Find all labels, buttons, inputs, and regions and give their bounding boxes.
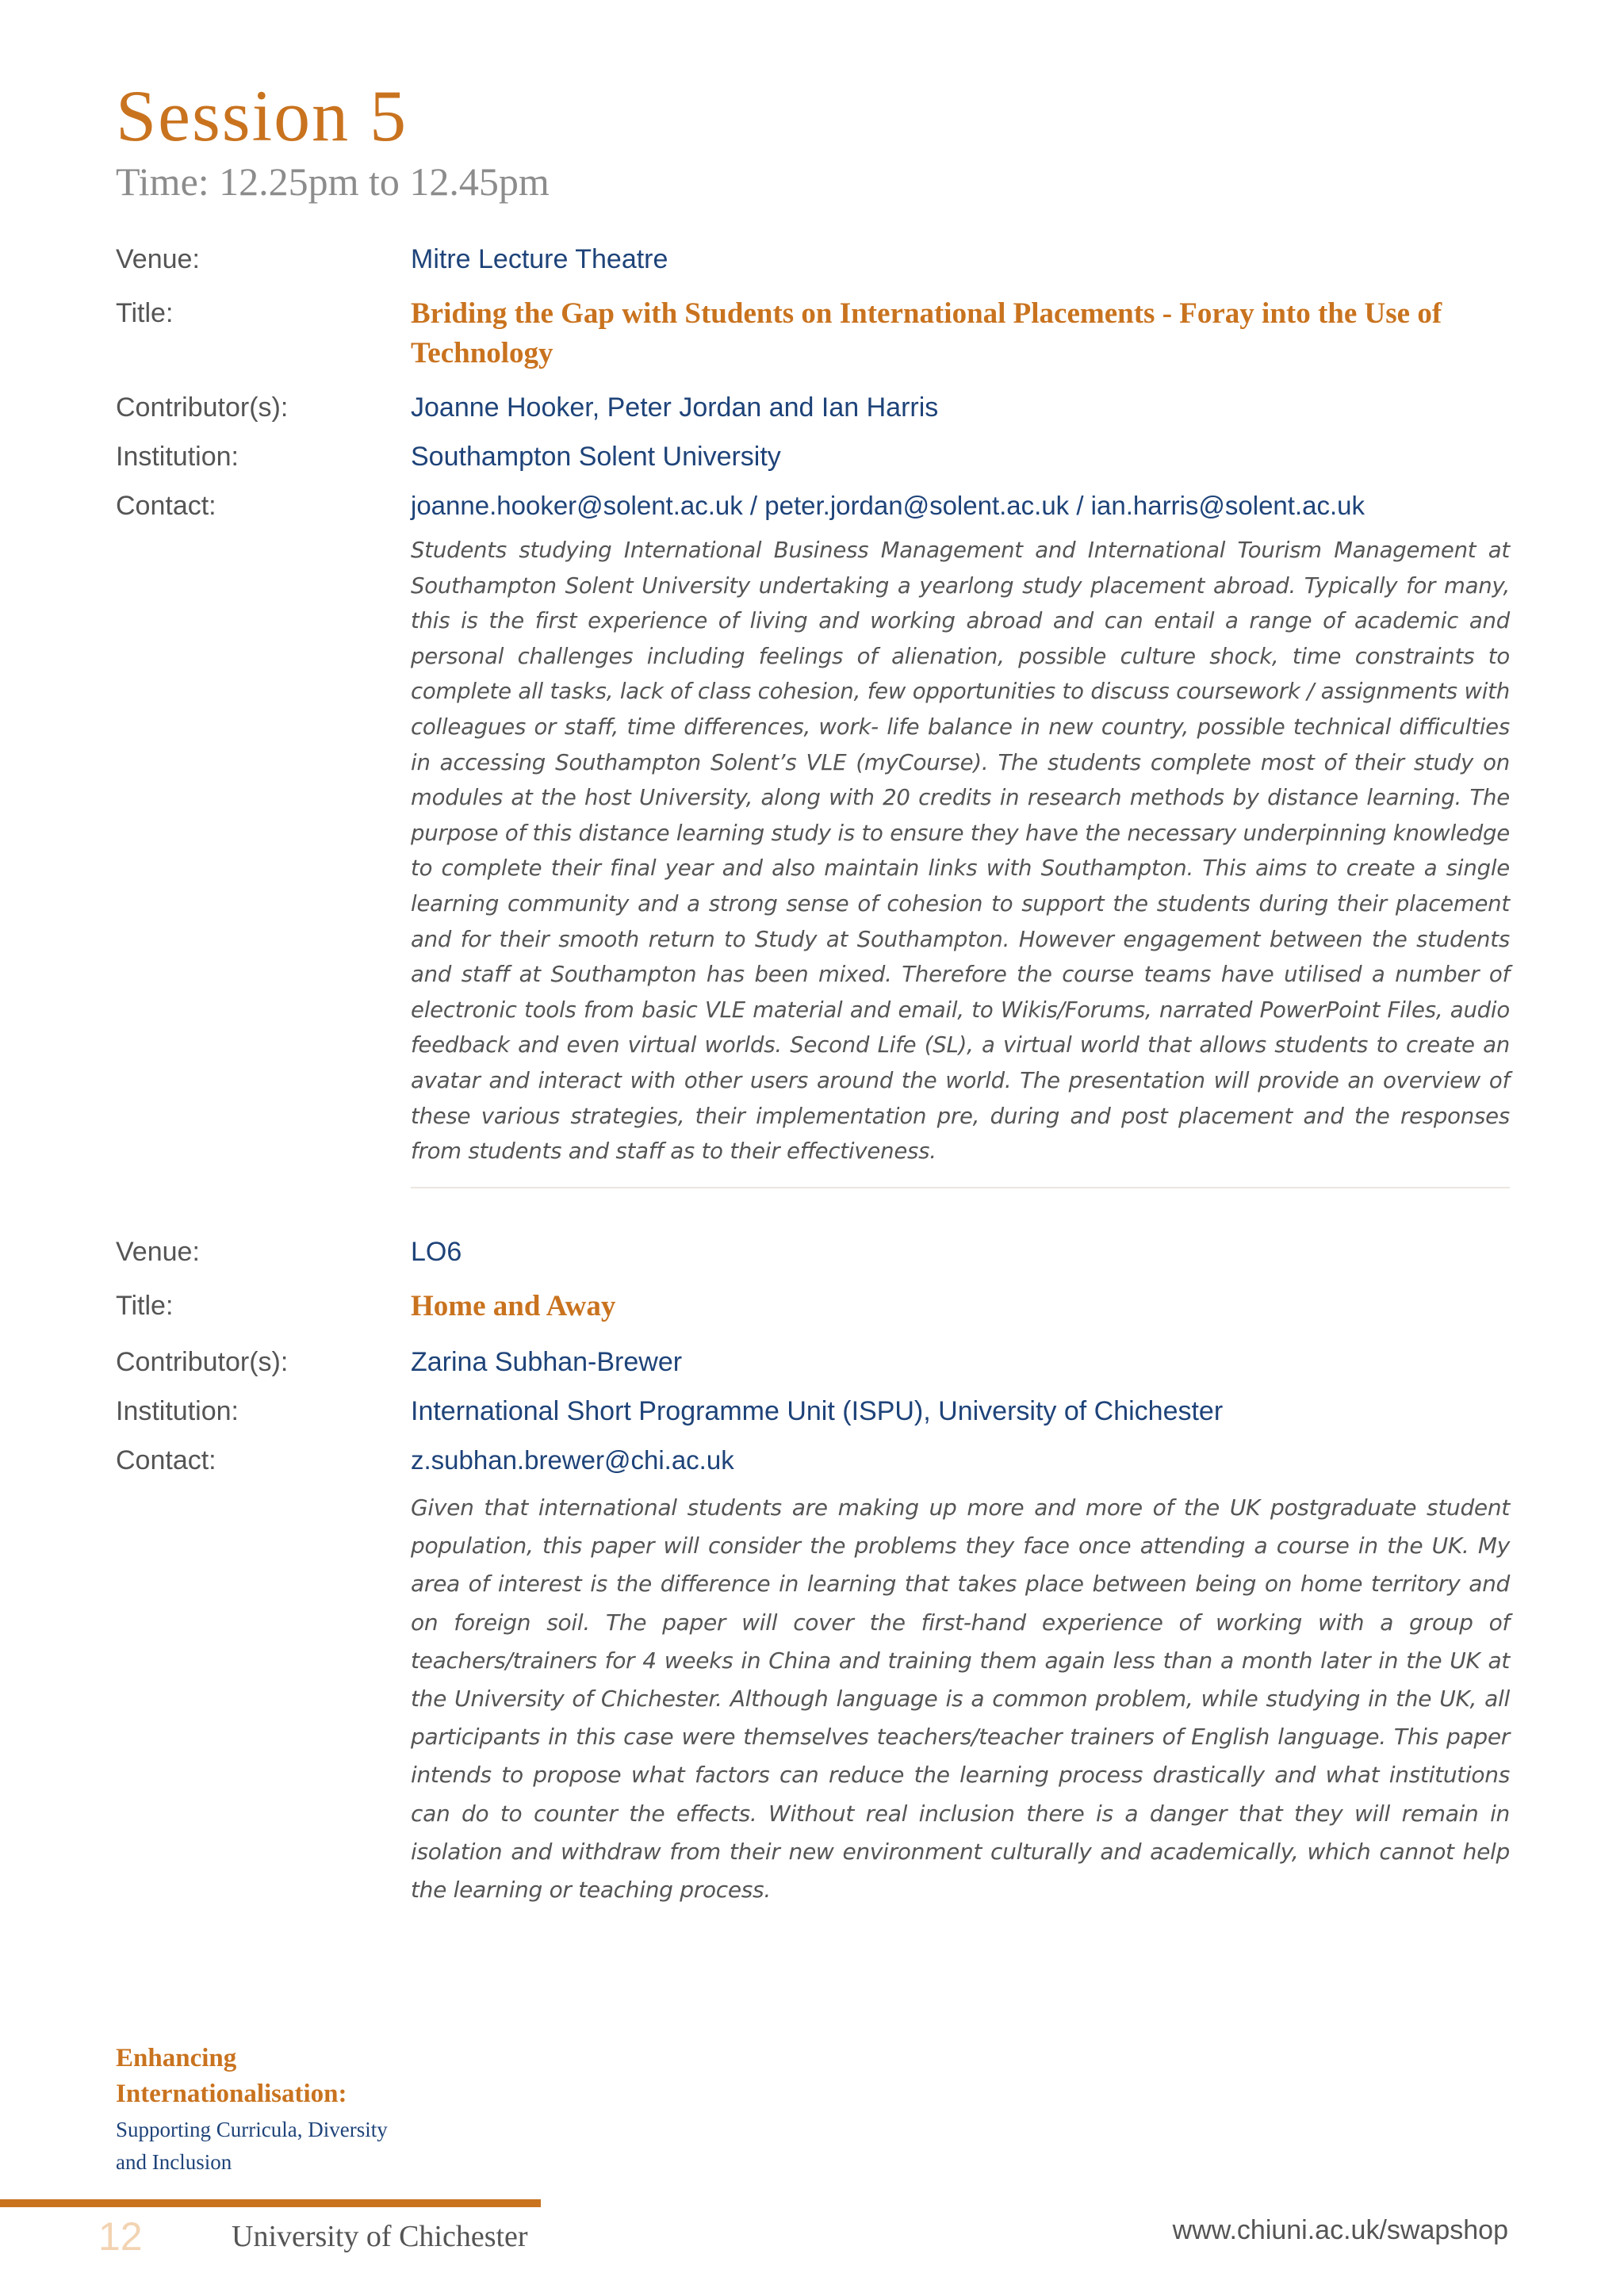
contributors-value: Joanne Hooker, Peter Jordan and Ian Harris [411, 392, 939, 423]
brand-line-1: Enhancing [116, 2044, 237, 2072]
talk-title: Home and Away [411, 1290, 616, 1322]
institution-value: International Short Programme Unit (ISPU), University of Chichester [411, 1396, 1224, 1426]
footer-accent-bar [0, 2199, 541, 2207]
brand-subtitle [116, 2114, 388, 2179]
brand-title [116, 2041, 347, 2112]
talk-title: Briding the Gap with Students on International Placements - Foray into the Use of Technology [411, 297, 1442, 369]
contact-email-link[interactable]: joanne.hooker@solent.ac.uk / peter.jordan@solent.ac.uk / ian.harris@solent.ac.uk [411, 491, 1365, 520]
venue-label: Venue: [116, 244, 200, 274]
section-divider [411, 1187, 1510, 1188]
venue-value: Mitre Lecture Theatre [411, 244, 668, 274]
venue-value: LO6 [411, 1237, 462, 1267]
brand-sub-line-2: and Inclusion [116, 2150, 232, 2174]
contact-label: Contact: [116, 1445, 216, 1475]
brand-line-2: Internationalisation: [116, 2080, 347, 2108]
session-title: Session 5 [116, 75, 408, 156]
footer-url-link[interactable]: www.chiuni.ac.uk/swapshop [1172, 2215, 1508, 2245]
title-label: Title: [116, 298, 174, 328]
contributors-value: Zarina Subhan-Brewer [411, 1347, 683, 1377]
institution-label: Institution: [116, 1396, 239, 1426]
brand-sub-line-1: Supporting Curricula, Diversity [116, 2118, 388, 2141]
footer-university: University of Chichester [232, 2220, 528, 2253]
institution-label: Institution: [116, 442, 239, 472]
session-time: Time: 12.25pm to 12.45pm [116, 159, 550, 204]
entry-1-abstract: Students studying International Business Management and International Tourism Management at Southampton Solent University undertaking a yearlong study placement abroad. Typically for many, this is the first experience of living and working abroad and can entail a range of academic and personal challenges including feelings of alienation, possible culture shock, time constraints to complete all tasks, lack of class cohesion, few opportunities to discuss coursework / assignments with colleagues or staff, time differences, work- life balance in new country, possible technical difficulties in accessing Southampton Solent’s VLE (myCourse). The students complete most of their study on modules at the host University, along with 20 credits in research methods by distance learning. The purpose of this distance learning study is to ensure they have the necessary underpinning knowledge to complete their final year and also maintain links with Southampton. This aims to create a single learning community and a strong sense of cohesion to support the students during their placement and for their smooth return to Study at Southampton. However engagement between the students and staff at Southampton has been mixed. Therefore the course teams have utilised a number of electronic tools from basic VLE material and email, to Wikis/Forums, narrated PowerPoint Files, audio feedback and even virtual worlds. Second Life (SL), a virtual world that allows students to create an avatar and interact with other users around the world. The presentation will provide an overview of these various strategies, their implementation pre, during and post placement and the responses from students and staff as to their effectiveness. [411, 538, 1510, 1165]
entry-2-abstract: Given that international students are making up more and more of the UK postgraduate student population, this paper will consider the problems they face once attending a course in the UK. My area of interest is the difference in learning that takes place between being on home territory and on foreign soil. The paper will cover the first-hand experience of working with a group of teachers/trainers for 4 weeks in China and training them again less than a month later in the UK at the University of Chichester. Although language is a common problem, while studying in the UK, all participants in this case were themselves teachers/teacher trainers of English language. This paper intends to propose what factors can reduce the learning process drastically and what institutions can do to counter the effects. Without real inclusion there is a danger that they will remain in isolation and withdraw from their new environment culturally and academically, which cannot help the learning or teaching process. [411, 1494, 1510, 1904]
contributors-label: Contributor(s): [116, 1347, 289, 1377]
contact-email-link[interactable]: z.subhan.brewer@chi.ac.uk [411, 1445, 734, 1475]
venue-label: Venue: [116, 1237, 200, 1267]
institution-value: Southampton Solent University [411, 442, 781, 472]
contributors-label: Contributor(s): [116, 392, 289, 423]
page-number: 12 [98, 2214, 143, 2259]
contact-label: Contact: [116, 491, 216, 521]
title-label: Title: [116, 1291, 174, 1321]
